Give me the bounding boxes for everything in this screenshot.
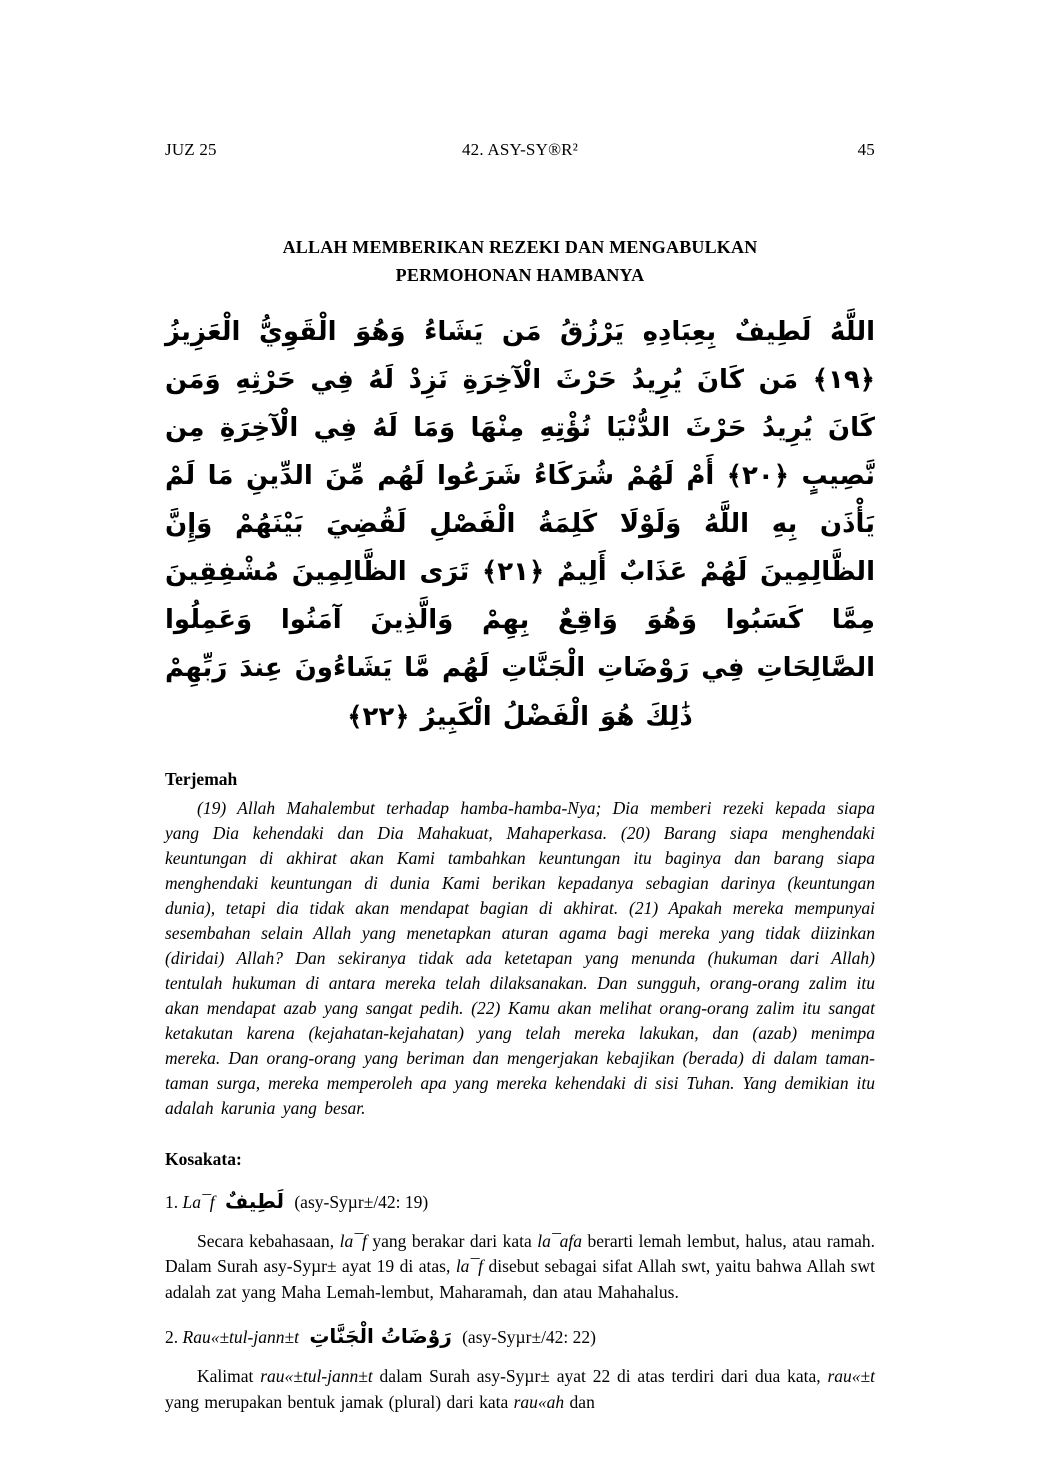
kosakata-item-2 <box>165 1321 875 1352</box>
kosakata-item-1-term-arabic: لَطِيفٌ <box>224 1188 284 1213</box>
juz-label: JUZ 25 <box>165 140 217 159</box>
kosakata-item-2-body: Kalimat rau«±tul-jann±t dalam Surah asy-Syµr± ayat 22 di atas terdiri dari dua kata, rau«±t yang merupakan bentuk jamak (plural) dari kata rau«ah dan <box>165 1366 875 1412</box>
terjemah-paragraph: (19) Allah Mahalembut terhadap hamba-hamba-Nya; Dia memberi rezeki kepada siapa yang Dia kehendaki dan Dia Mahakuat, Mahaperkasa. (20) Barang siapa menghendaki keuntungan di akhirat akan Kami tambahkan keuntungan itu baginya dan barang siapa menghendaki keuntungan di dunia Kami berikan kepadanya sebagian darinya (keuntungan dunia), tetapi dia tidak akan mendapat bagian di akhirat. (21) Apakah mereka mempunyai sesembahan selain Allah yang menetapkan aturan agama bagi mereka yang tidak diizinkan (diridai) Allah? Dan sekiranya tidak ada ketetapan yang menunda (hukuman dari Allah) tentulah hukuman di antara mereka telah dilaksanakan. Dan sungguh, orang-orang zalim itu akan mendapat azab yang sangat pedih. (22) Kamu akan melihat orang-orang zalim itu sangat ketakutan karena (kejahatan-kejahatan) yang telah mereka lakukan, dan (azab) menimpa mereka. Dan orang-orang yang beriman dan mengerjakan kebajikan (berada) di dalam taman-taman surga, mereka memperoleh apa yang mereka kehendaki di sisi Tuhan. Yang demikian itu adalah karunia yang besar. <box>165 797 875 1118</box>
kosakata-item-1 <box>165 1186 875 1217</box>
kosakata-item-2-term-arabic: رَوْضَاتُ الْجَنَّاتِ <box>309 1324 452 1349</box>
kosakata-item-1-body: Secara kebahasaan, la¯f yang berakar dari kata la¯afa berarti lemah lembut, halus, atau ramah. Dalam Surah asy-Syµr± ayat 19 di atas, la¯f disebut sebagai sifat Allah swt, yaitu bahwa Allah swt adalah zat yang Maha Lemah-lembut, Maharamah, dan atau Mahahalus. <box>165 1230 875 1302</box>
kosakata-item-1-reference: (asy-Syµr±/42: 19) <box>294 1191 429 1212</box>
page-header <box>165 140 875 160</box>
kosakata-item-1-number: 1. <box>165 1191 179 1212</box>
quran-arabic-verses: اللَّهُ لَطِيفٌ بِعِبَادِهِ يَرْزُقُ مَن يَشَاءُ وَهُوَ الْقَوِيُّ الْعَزِيزُ ﴿١٩﴾ مَن كَانَ يُرِيدُ حَرْثَ الْآخِرَةِ نَزِدْ لَهُ فِي حَرْثِهِ وَمَن كَانَ يُرِيدُ حَرْثَ الدُّنْيَا نُؤْتِهِ مِنْهَا وَمَا لَهُ فِي الْآخِرَةِ مِن نَّصِيبٍ ﴿٢٠﴾ أَمْ لَهُمْ شُرَكَاءُ شَرَعُوا لَهُم مِّنَ الدِّينِ مَا لَمْ يَأْذَن بِهِ اللَّهُ وَلَوْلَا كَلِمَةُ الْفَصْلِ لَقُضِيَ بَيْنَهُمْ وَإِنَّ الظَّالِمِينَ لَهُمْ عَذَابٌ أَلِيمٌ ﴿٢١﴾ تَرَى الظَّالِمِينَ مُشْفِقِينَ مِمَّا كَسَبُوا وَهُوَ وَاقِعٌ بِهِمْ وَالَّذِينَ آمَنُوا وَعَمِلُوا الصَّالِحَاتِ فِي رَوْضَاتِ الْجَنَّاتِ لَهُم مَّا يَشَاءُونَ عِندَ رَبِّهِمْ ذَٰلِكَ هُوَ الْفَضْلُ الْكَبِيرُ ﴿٢٢﴾ <box>165 316 875 732</box>
section-title-line2: PERMOHONAN HAMBANYA <box>395 264 645 285</box>
kosakata-item-2-reference: (asy-Syµr±/42: 22) <box>462 1327 597 1348</box>
terjemah-heading: Terjemah <box>165 768 238 789</box>
kosakata-item-2-number: 2. <box>165 1327 179 1348</box>
kosakata-item-1-term-latin: La¯f <box>182 1191 215 1212</box>
page-number: 45 <box>857 140 875 159</box>
section-title-line1: ALLAH MEMBERIKAN REZEKI DAN MENGABULKAN <box>282 237 758 257</box>
section-title <box>165 234 875 290</box>
kosakata-heading: Kosakata: <box>165 1148 242 1169</box>
surah-running-title: 42. ASY-SY®R² <box>461 140 579 159</box>
kosakata-item-2-term-latin: Rau«±tul-jann±t <box>182 1327 299 1348</box>
